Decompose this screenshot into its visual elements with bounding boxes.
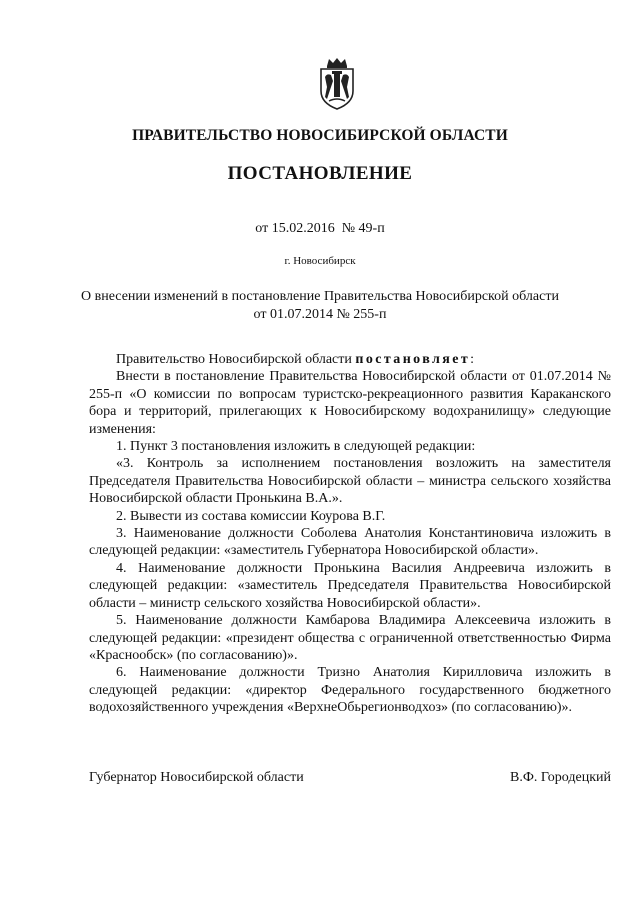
document-type-title: ПОСТАНОВЛЕНИЕ <box>227 163 413 184</box>
subject-line-1: О внесении изменений в постановление Правительства Новосибирской области <box>81 289 559 304</box>
city-line: г. Новосибирск <box>284 255 356 267</box>
paragraph-item-3: 3. Наименование должности Соболева Анатолия Константиновича изложить в следующей редакции: «заместитель Губернатора Новосибирской области». <box>89 526 611 559</box>
paragraph-item-4: 4. Наименование должности Пронькина Василия Андреевича изложить в следующей редакции: «заместитель Председателя Правительства Новосибирской области – министр сельского хозяйства Новосибирской области». <box>89 560 611 611</box>
signature-block <box>89 770 611 786</box>
date-and-number: от 15.02.2016 № 49-п <box>255 221 385 236</box>
government-name: ПРАВИТЕЛЬСТВО НОВОСИБИРСКОЙ ОБЛАСТИ <box>132 127 508 144</box>
paragraph-intro: Внести в постановление Правительства Новосибирской области от 01.07.2014 № 255-п «О комиссии по вопросам туристско-рекреационного развития Караканского бора и территорий, прилегающих к Новосибирскому водохранилищу» следующие изменения: <box>89 369 611 437</box>
paragraph-item-2: 2. Вывести из состава комиссии Коурова В.Г. <box>116 508 386 524</box>
paragraph-item-1: 1. Пункт 3 постановления изложить в следующей редакции: <box>116 439 476 455</box>
preamble-text: Правительство Новосибирской области <box>116 352 356 367</box>
preamble-end: : <box>470 352 475 367</box>
signatory-position: Губернатор Новосибирской области <box>89 770 304 785</box>
coat-of-arms-icon <box>315 57 359 111</box>
signatory-name: В.Ф. Городецкий <box>510 770 611 785</box>
subject-line-2: от 01.07.2014 № 255-п <box>253 307 387 322</box>
preamble <box>89 351 611 368</box>
paragraph-item-6: 6. Наименование должности Тризно Анатолия Кирилловича изложить в следующей редакции: «директор Федерального государственного бюджетного водохозяйственного учреждения «ВерхнеОбьрегионводхоз» (по согласованию)». <box>89 665 611 716</box>
document-body <box>89 351 611 717</box>
paragraph-item-1-quote: «3. Контроль за исполнением постановления возложить на заместителя Председателя Правительства Новосибирской области – министра сельского хозяйства Новосибирской области Пронькина В.А.». <box>89 456 611 507</box>
preamble-decree-word: постановляет <box>355 352 471 367</box>
paragraph-item-5: 5. Наименование должности Камбарова Владимира Алексеевича изложить в следующей редакции: «президент общества с ограниченной ответственностью Фирма «Краснообск» (по согласованию)». <box>89 613 611 663</box>
document-subject <box>0 288 640 324</box>
